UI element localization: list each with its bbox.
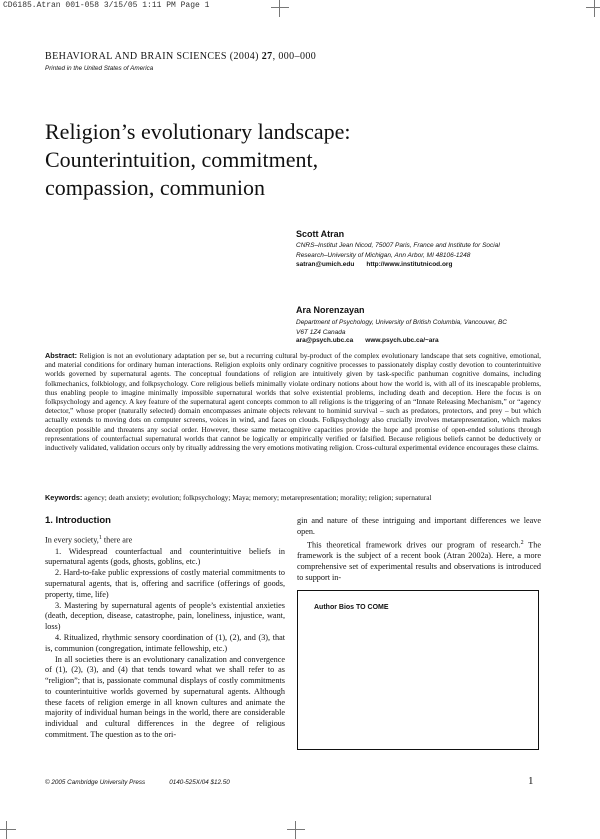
journal-volume: 27 — [261, 51, 273, 62]
printed-note: Printed in the United States of America — [45, 65, 154, 72]
affiliation-line: CNRS–Institut Jean Nicod, 75007 Paris, France and Institute for Social — [296, 242, 500, 249]
printer-slug: CD6185.Atran 001-058 3/15/05 1:11 PM Page 1 — [3, 1, 210, 10]
author-website[interactable]: http://www.institutnicod.org — [366, 261, 453, 268]
paragraph: In every society,$^1$ there are — [45, 535, 133, 545]
journal-name: BEHAVIORAL AND BRAIN SCIENCES (2004) — [45, 51, 262, 62]
author-name: Scott Atran — [296, 229, 345, 239]
affiliation-line: Research–University of Michigan, Ann Arbor, MI 48106-1248 — [296, 252, 471, 259]
journal-header — [45, 51, 316, 62]
price-code: 0140-525X/04 $12.50 — [169, 779, 230, 786]
paragraph: In all societies there is an evolutionary canalization and convergence of (1), (2), (3), and (4) that tends toward what we shall refer to as “religion”; that is, passionate communal displays of costly commitments to counterintuitive worlds governed by supernatural agents. Although these facets of religion emerge in all known cultures and animate the majority of individual human beings in the world, there are considerable individual and cultural differences in the degree of religious commitment. The question as to the ori- — [45, 654, 285, 740]
title-line: Religion’s evolutionary landscape: — [45, 119, 351, 144]
copyright: © 2005 Cambridge University Press — [45, 779, 146, 786]
article-title — [45, 118, 351, 202]
list-item: 4. Ritualized, rhythmic sensory coordination of (1), (2), and (3), that is, communion (congregation, intimate fellowship, etc.) — [45, 632, 285, 653]
body-column-left — [45, 533, 285, 741]
page-number: 1 — [528, 775, 534, 787]
keywords-label: Keywords: — [45, 493, 83, 502]
author-affiliation — [296, 318, 507, 338]
author-contact — [296, 337, 439, 344]
crop-mark-icon — [271, 0, 289, 17]
paragraph: This theoretical framework drives our program of research.$^2$ The framework is the subject of a recent book (Atran 2002a). Here, a more comprehensive set of experimental results and observations is introduced to support in- — [297, 539, 541, 582]
author-email[interactable]: satran@umich.edu — [296, 261, 355, 268]
body-column-right — [297, 516, 541, 584]
author-contact — [296, 261, 452, 268]
author-website[interactable]: www.psych.ubc.ca/~ara — [365, 337, 439, 344]
author-bio-box — [297, 590, 539, 750]
list-item: 3. Mastering by supernatural agents of people’s existential anxieties (death, deception, disease, catastrophe, pain, loneliness, injustice, want, loss) — [45, 600, 285, 632]
title-line: Counterintuition, commitment, — [45, 147, 319, 172]
journal-pages: , 000–000 — [272, 51, 317, 62]
abstract-text: Religion is not an evolutionary adaptation per se, but a recurring cultural by-product of the complex evolutionary landscape that sets cognitive, emotional, and material conditions for ordinary human interactions. Religion exploits only ordinary cognitive processes to passionately display costly devotion to counterintuitive worlds governed by supernatural agents. The conceptual foundations of religion are intuitively given by task-specific panhuman cognitive domains, including folkmechanics, folkbiology, and folkpsychology. Core religious beliefs minimally violate ordinary notions about how the world is, with all of its inescapable problems, thus enabling people to imagine minimally impossible supernatural worlds that solve existential problems, including death and deception. Here the focus is on folkpsychology and agency. A key feature of the supernatural agent concepts common to all religions is the triggering of an “Innate Releasing Mechanism,” or “agency detector,” whose proper (naturally selected) domain encompasses animate objects relevant to hominid survival – such as predators, protectors, and prey – but which actually extends to moving dots on computer screens, voices in wind, and faces on clouds. Folkpsychology also crucially involves metarepresentation, which makes deception possible and threatens any social order. However, these same metacognitive capacities provide the hope and promise of open-ended solutions through representations of counterfactual supernatural worlds that cannot be logically or empirically verified or falsified. Because religious beliefs cannot be deductively or inductively validated, validation occurs only by ritually addressing the very emotions motivating religion. Cross-cultural experimental evidence encourages these claims. — [45, 351, 541, 453]
footnote-ref[interactable]: 1 — [98, 535, 102, 541]
affiliation-line: V6T 1Z4 Canada — [296, 329, 346, 336]
bio-placeholder: Author Bios TO COME — [314, 604, 389, 611]
list-item: 1. Widespread counterfactual and counterintuitive beliefs in supernatural agents (gods, ghosts, goblins, etc.) — [45, 546, 285, 567]
author-email[interactable]: ara@psych.ubc.ca — [296, 337, 354, 344]
crop-mark-icon — [0, 821, 16, 839]
paragraph: gin and nature of these intriguing and important differences we leave open. — [297, 516, 541, 536]
author-affiliation — [296, 241, 500, 261]
crop-mark-icon — [586, 0, 600, 17]
author-name: Ara Norenzayan — [296, 305, 365, 315]
title-line: compassion, communion — [45, 175, 265, 200]
crop-mark-icon — [287, 821, 305, 839]
abstract — [45, 351, 541, 452]
footnote-ref[interactable]: 2 — [520, 539, 524, 546]
page-footer — [45, 779, 230, 786]
keywords — [45, 493, 541, 502]
list-item: 2. Hard-to-fake public expressions of costly material commitments to supernatural agents, that is, offering and sacrifice (offerings of goods, property, time, life) — [45, 568, 285, 599]
abstract-label: Abstract: — [45, 351, 78, 360]
section-heading: 1. Introduction — [45, 515, 111, 526]
keywords-text: agency; death anxiety; evolution; folkpsychology; Maya; memory; metarepresentation; morality; religion; supernatural — [84, 493, 432, 502]
affiliation-line: Department of Psychology, University of British Columbia, Vancouver, BC — [296, 319, 507, 326]
